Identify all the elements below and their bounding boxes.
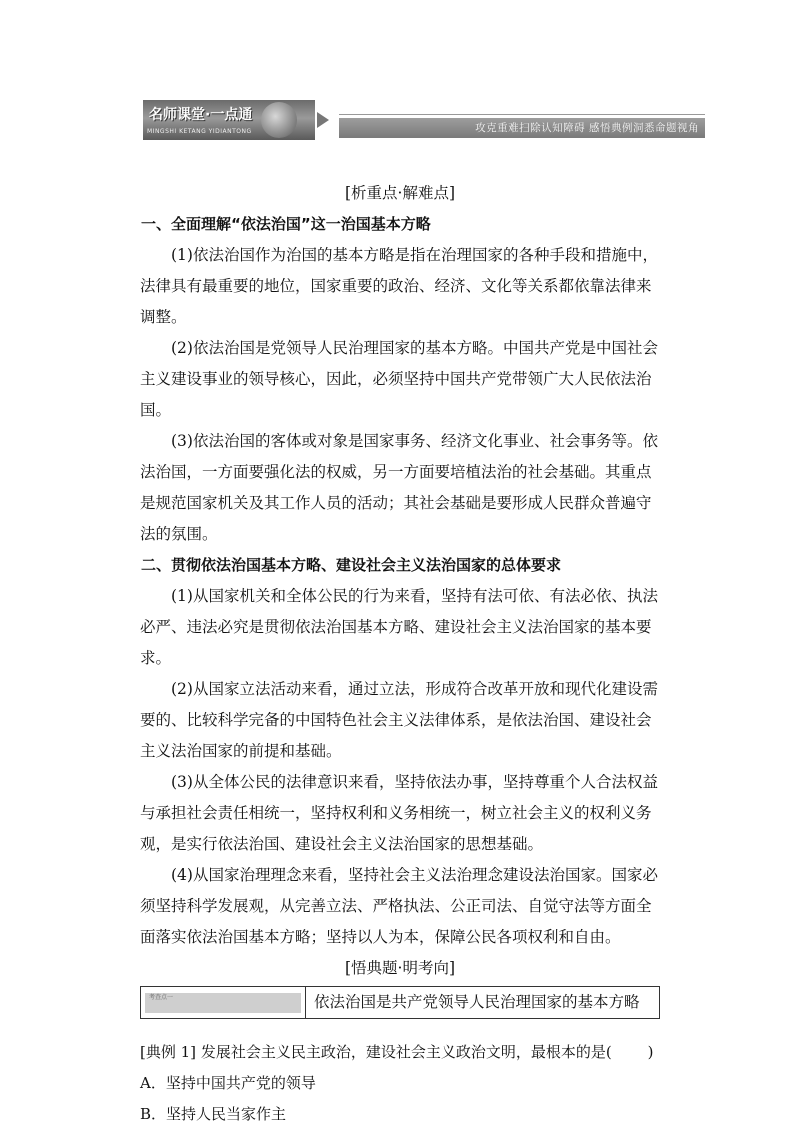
paragraph-2-4: (4)从国家治理理念来看，坚持社会主义法治理念建设法治国家。国家必须坚持科学发展观，从完善立法、严格执法、公正司法、自觉守法等方面全面落实依法治国基本方略；坚持以人为本，保障公民各项权利和自由。 xyxy=(140,866,658,946)
document-body xyxy=(140,178,660,1130)
play-arrow-icon xyxy=(317,112,329,128)
paragraph-2-1: (1)从国家机关和全体公民的行为来看，坚持有法可依、有法必依、执法必严、违法必究是贯彻依法治国基本方略、建设社会主义法治国家的基本要求。 xyxy=(140,587,658,667)
paragraph-2-2: (2)从国家立法活动来看，通过立法，形成符合改革开放和现代化建设需要的、比较科学完备的中国特色社会主义法律体系，是依法治国、建设社会主义法治国家的前提和基础。 xyxy=(140,680,658,760)
heading-1: 一、全面理解“依法治国”这一治国基本方略 xyxy=(141,215,431,233)
key-point-label: 考查点一 xyxy=(149,993,174,1001)
banner-logo-subtitle: MINGSHI KETANG YIDIANTONG xyxy=(147,128,252,135)
globe-icon xyxy=(261,102,297,138)
option-a: A．坚持中国共产党的领导 xyxy=(140,1074,316,1092)
banner-divider xyxy=(339,114,705,115)
key-point-label-bar xyxy=(145,993,301,1013)
banner-logo-title: 名师课堂·一点通 xyxy=(149,107,253,123)
banner-tagline: 攻克重难扫除认知障碍 感悟典例洞悉命题视角 xyxy=(475,122,699,134)
heading-2: 二、贯彻依法治国基本方略、建设社会主义法治国家的总体要求 xyxy=(141,556,562,574)
key-point-label-cell xyxy=(141,987,306,1019)
example-stem xyxy=(140,1037,660,1068)
example-close-paren: ) xyxy=(647,1043,654,1061)
key-point-box xyxy=(140,986,660,1019)
paragraph-1-1: (1)依法治国作为治国的基本方略是指在治理国家的各种手段和措施中，法律具有最重要的地位，国家重要的政治、经济、文化等关系都依靠法律来调整。 xyxy=(140,246,658,326)
example-question-text: 发展社会主义民主政治，建设社会主义政治文明，最根本的是( xyxy=(200,1043,612,1061)
paragraph-2-3: (3)从全体公民的法律意识来看，坚持依法办事，坚持尊重个人合法权益与承担社会责任相统一，坚持权利和义务相统一，树立社会主义的权利义务观，是实行依法治国、建设社会主义法治国家的思想基础。 xyxy=(140,773,658,853)
example-tag: [典例 1] xyxy=(140,1043,197,1061)
option-b: B．坚持人民当家作主 xyxy=(140,1105,287,1123)
header-banner xyxy=(143,100,705,140)
paragraph-1-3: (3)依法治国的客体或对象是国家事务、经济文化事业、社会事务等。依法治国，一方面要强化法的权威，另一方面要培植法治的社会基础。其重点是规范国家机关及其工作人员的活动；其社会基础是要形成人民群众普遍守法的氛围。 xyxy=(140,432,658,543)
section-title-examples: [悟典题·明考向] xyxy=(344,959,456,977)
paragraph-1-2: (2)依法治国是党领导人民治理国家的基本方略。中国共产党是中国社会主义建设事业的领导核心，因此，必须坚持中国共产党带领广大人民依法治国。 xyxy=(140,339,658,419)
section-title-analysis: [析重点·解难点] xyxy=(344,184,456,202)
key-point-text: 依法治国是共产党领导人民治理国家的基本方略 xyxy=(306,987,660,1019)
banner-strip xyxy=(339,118,705,138)
example-question xyxy=(140,1037,660,1130)
banner-logo-block xyxy=(143,100,315,140)
